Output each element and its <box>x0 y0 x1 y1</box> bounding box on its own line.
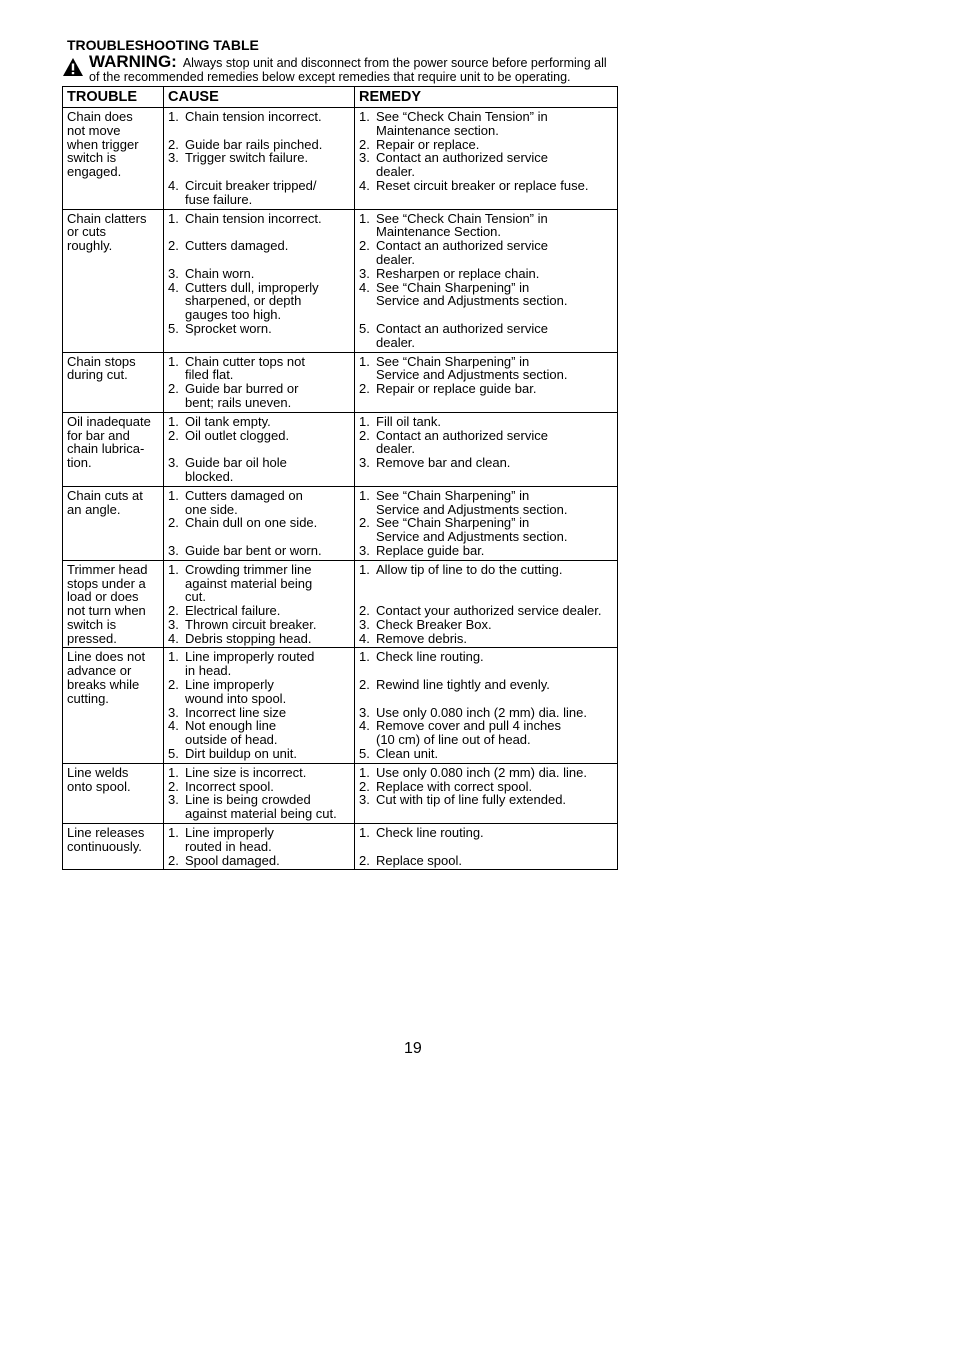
remedy-cell <box>355 763 618 823</box>
item-text: Guide bar burred or bent; rails uneven. <box>185 381 299 410</box>
remedy-item <box>359 212 613 240</box>
cause-item <box>168 138 350 152</box>
remedy-cell <box>355 486 618 560</box>
item-text: See “Chain Sharpening” in Service and Adjustments section. <box>376 353 568 383</box>
remedy-item <box>359 281 613 309</box>
remedy-item <box>359 489 613 517</box>
line-spacer <box>359 692 613 706</box>
remedy-cell <box>355 560 618 648</box>
item-number: 1. <box>359 561 370 577</box>
item-text: Chain tension incorrect. <box>185 210 322 226</box>
remedy-cell <box>355 209 618 352</box>
cause-item <box>168 563 350 604</box>
header-remedy: REMEDY <box>355 87 618 108</box>
cause-item <box>168 826 350 854</box>
item-text: Guide bar oil hole blocked. <box>185 455 287 484</box>
cause-item <box>168 489 350 517</box>
remedy-item <box>359 826 613 840</box>
cause-item <box>168 355 350 383</box>
remedy-item <box>359 382 613 396</box>
item-number: 2. <box>359 778 370 794</box>
remedy-item <box>359 706 613 720</box>
trouble-cell: Oil inadequate for bar and chain lubrica- tion. <box>63 412 164 486</box>
remedy-item <box>359 604 613 618</box>
cause-item <box>168 706 350 720</box>
item-number: 5. <box>359 746 370 762</box>
item-number: 2. <box>168 381 179 397</box>
item-number: 1. <box>359 353 370 369</box>
item-text: Check line routing. <box>376 649 484 665</box>
remedy-item <box>359 766 613 780</box>
item-number: 4. <box>168 718 179 734</box>
item-number: 1. <box>359 825 370 841</box>
troubleshooting-table <box>62 86 618 870</box>
table-row <box>63 108 618 210</box>
cause-item <box>168 151 350 165</box>
warning-icon <box>62 57 84 77</box>
item-number: 2. <box>168 515 179 531</box>
cause-item <box>168 678 350 706</box>
cause-cell <box>164 209 355 352</box>
item-text: Oil tank empty. <box>185 413 271 429</box>
cause-cell <box>164 763 355 823</box>
item-number: 3. <box>168 542 179 558</box>
warning-label: WARNING: <box>89 52 177 71</box>
item-number: 1. <box>168 109 179 124</box>
remedy-item <box>359 516 613 544</box>
cause-item <box>168 212 350 226</box>
remedy-item <box>359 650 613 664</box>
trouble-cell: Line does not advance or breaks while cutting. <box>63 648 164 763</box>
item-text: Line improperly routed in head. <box>185 825 274 854</box>
line-spacer <box>168 253 350 267</box>
item-number: 2. <box>168 852 179 868</box>
item-number: 2. <box>359 677 370 693</box>
remedy-cell <box>355 824 618 870</box>
item-number: 2. <box>168 427 179 443</box>
item-text: Check line routing. <box>376 825 484 841</box>
remedy-item <box>359 780 613 794</box>
item-number: 2. <box>168 136 179 152</box>
table-row <box>63 352 618 412</box>
item-text: Check Breaker Box. <box>376 616 492 632</box>
cause-cell <box>164 412 355 486</box>
header-trouble: TROUBLE <box>63 87 164 108</box>
remedy-item <box>359 179 613 193</box>
remedy-item <box>359 151 613 179</box>
remedy-item <box>359 544 613 558</box>
remedy-item <box>359 355 613 383</box>
item-number: 2. <box>168 778 179 794</box>
remedy-item <box>359 110 613 138</box>
item-text: Not enough line outside of head. <box>185 718 278 748</box>
cause-item <box>168 110 350 124</box>
item-text: Incorrect spool. <box>185 778 274 794</box>
line-spacer <box>168 165 350 179</box>
item-number: 4. <box>168 279 179 295</box>
cause-cell <box>164 486 355 560</box>
item-text: Guide bar rails pinched. <box>185 136 323 152</box>
cause-cell <box>164 108 355 210</box>
trouble-cell: Chain stops during cut. <box>63 352 164 412</box>
remedy-item <box>359 678 613 692</box>
item-text: Contact an authorized service dealer. <box>376 150 548 180</box>
item-text: Replace spool. <box>376 852 462 868</box>
remedy-item <box>359 632 613 646</box>
item-text: Chain cutter tops not filed flat. <box>185 353 305 383</box>
item-text: Chain tension incorrect. <box>185 109 322 124</box>
line-spacer <box>168 530 350 544</box>
cause-item <box>168 780 350 794</box>
item-text: Reset circuit breaker or replace fuse. <box>376 177 589 193</box>
item-text: Contact an authorized service dealer. <box>376 320 548 350</box>
cause-cell <box>164 824 355 870</box>
cause-item <box>168 322 350 336</box>
item-text: Repair or replace guide bar. <box>376 381 537 397</box>
item-number: 1. <box>168 413 179 429</box>
table-row <box>63 824 618 870</box>
item-number: 1. <box>168 764 179 780</box>
cause-item <box>168 415 350 429</box>
item-text: Incorrect line size <box>185 704 287 720</box>
table-header-row <box>63 87 618 108</box>
item-text: See “Check Chain Tension” in Maintenance section. <box>376 109 548 138</box>
cause-item <box>168 618 350 632</box>
item-text: Use only 0.080 inch (2 mm) dia. line. <box>376 764 587 780</box>
remedy-cell <box>355 648 618 763</box>
item-number: 3. <box>359 150 370 166</box>
remedy-item <box>359 322 613 350</box>
item-text: Line improperly routed in head. <box>185 649 315 679</box>
cause-item <box>168 632 350 646</box>
item-text: Rewind line tightly and evenly. <box>376 677 550 693</box>
remedy-cell <box>355 412 618 486</box>
item-number: 4. <box>168 177 179 193</box>
item-text: Remove debris. <box>376 630 468 646</box>
item-text: Spool damaged. <box>185 852 280 868</box>
item-number: 3. <box>359 265 370 281</box>
cause-item <box>168 766 350 780</box>
item-number: 3. <box>359 616 370 632</box>
line-spacer <box>359 308 613 322</box>
item-number: 3. <box>168 792 179 808</box>
cause-item <box>168 382 350 410</box>
remedy-cell <box>355 352 618 412</box>
cause-cell <box>164 560 355 648</box>
item-number: 4. <box>359 630 370 646</box>
line-spacer <box>168 124 350 138</box>
item-text: Use only 0.080 inch (2 mm) dia. line. <box>376 704 587 720</box>
item-number: 3. <box>168 704 179 720</box>
item-number: 2. <box>168 603 179 619</box>
item-text: Chain worn. <box>185 265 255 281</box>
item-text: Replace guide bar. <box>376 542 485 558</box>
trouble-cell: Line welds onto spool. <box>63 763 164 823</box>
cause-item <box>168 516 350 530</box>
item-text: Resharpen or replace chain. <box>376 265 540 281</box>
cause-item <box>168 793 350 821</box>
item-number: 1. <box>168 649 179 665</box>
header-cause: CAUSE <box>164 87 355 108</box>
table-row <box>63 486 618 560</box>
item-text: Replace with correct spool. <box>376 778 533 794</box>
trouble-cell: Chain clatters or cuts roughly. <box>63 209 164 352</box>
warning-text: Always stop unit and disconnect from the power source before performing all of the recommended remedies below except remedies that require unit to be operating. <box>89 56 607 84</box>
item-text: Crowding trimmer line against material being cut. <box>185 561 313 605</box>
section-title: TROUBLESHOOTING TABLE <box>67 37 259 53</box>
cause-item <box>168 650 350 678</box>
item-text: Cutters dull, improperly sharpened, or depth gauges too high. <box>185 279 319 323</box>
item-text: Dirt buildup on unit. <box>185 746 298 762</box>
item-number: 3. <box>359 542 370 558</box>
line-spacer <box>359 840 613 854</box>
trouble-cell: Line releases continuously. <box>63 824 164 870</box>
table-row <box>63 648 618 763</box>
cause-item <box>168 456 350 484</box>
remedy-item <box>359 618 613 632</box>
item-text: Cutters damaged. <box>185 238 289 254</box>
item-text: Chain dull on one side. <box>185 515 318 531</box>
table-row <box>63 560 618 648</box>
item-number: 1. <box>359 109 370 124</box>
trouble-cell: Chain cuts at an angle. <box>63 486 164 560</box>
item-text: Repair or replace. <box>376 136 480 152</box>
line-spacer <box>168 225 350 239</box>
line-spacer <box>168 442 350 456</box>
cause-item <box>168 854 350 868</box>
warning-block <box>62 52 617 84</box>
item-number: 1. <box>168 353 179 369</box>
item-text: Line improperly wound into spool. <box>185 677 287 706</box>
item-number: 3. <box>359 455 370 471</box>
item-text: See “Chain Sharpening” in Service and Adjustments section. <box>376 515 568 545</box>
remedy-item <box>359 267 613 281</box>
item-number: 1. <box>359 210 370 226</box>
item-number: 3. <box>168 265 179 281</box>
remedy-item <box>359 138 613 152</box>
item-text: Circuit breaker tripped/ fuse failure. <box>185 177 317 207</box>
item-number: 1. <box>168 825 179 841</box>
item-text: See “Check Chain Tension” in Maintenance Section. <box>376 210 548 240</box>
item-text: Line is being crowded against material being cut. <box>185 792 337 822</box>
item-number: 3. <box>359 792 370 808</box>
item-text: Thrown circuit breaker. <box>185 616 317 632</box>
remedy-item <box>359 239 613 267</box>
remedy-cell <box>355 108 618 210</box>
item-text: Line size is incorrect. <box>185 764 307 780</box>
item-number: 1. <box>359 487 370 503</box>
table-row <box>63 763 618 823</box>
item-number: 3. <box>168 150 179 166</box>
item-number: 2. <box>359 603 370 619</box>
line-spacer <box>359 664 613 678</box>
item-number: 1. <box>359 649 370 665</box>
item-number: 3. <box>168 455 179 471</box>
item-text: Contact an authorized service dealer. <box>376 427 548 457</box>
item-number: 2. <box>359 427 370 443</box>
item-text: Contact an authorized service dealer. <box>376 238 548 267</box>
cause-cell <box>164 648 355 763</box>
item-number: 2. <box>168 677 179 693</box>
item-number: 2. <box>359 136 370 152</box>
item-text: Remove bar and clean. <box>376 455 511 471</box>
remedy-item <box>359 719 613 747</box>
item-number: 4. <box>359 177 370 193</box>
remedy-item <box>359 793 613 807</box>
cause-cell <box>164 352 355 412</box>
cause-item <box>168 604 350 618</box>
item-number: 3. <box>359 704 370 720</box>
item-text: Debris stopping head. <box>185 630 312 646</box>
item-number: 2. <box>359 515 370 531</box>
item-number: 4. <box>359 718 370 734</box>
trouble-cell: Chain does not move when trigger switch is engaged. <box>63 108 164 210</box>
item-text: Contact your authorized service dealer. <box>376 603 602 619</box>
trouble-cell: Trimmer head stops under a load or does not turn when switch is pressed. <box>63 560 164 648</box>
cause-item <box>168 267 350 281</box>
item-text: Cut with tip of line fully extended. <box>376 792 567 808</box>
item-text: Allow tip of line to do the cutting. <box>376 561 563 577</box>
cause-item <box>168 281 350 322</box>
line-spacer <box>359 590 613 604</box>
item-number: 5. <box>359 320 370 336</box>
item-text: Electrical failure. <box>185 603 281 619</box>
item-text: See “Chain Sharpening” in Service and Adjustments section. <box>376 279 568 309</box>
cause-item <box>168 544 350 558</box>
item-number: 4. <box>359 279 370 295</box>
item-number: 1. <box>359 413 370 429</box>
item-number: 2. <box>359 381 370 397</box>
item-text: Sprocket worn. <box>185 320 272 336</box>
item-number: 5. <box>168 320 179 336</box>
table-row <box>63 412 618 486</box>
remedy-item <box>359 563 613 577</box>
item-number: 1. <box>168 487 179 503</box>
item-number: 3. <box>168 616 179 632</box>
item-number: 1. <box>168 561 179 577</box>
manual-page <box>62 36 617 1057</box>
page-number: 19 <box>404 1040 422 1057</box>
remedy-item <box>359 747 613 761</box>
remedy-item <box>359 415 613 429</box>
item-text: Fill oil tank. <box>376 413 442 429</box>
item-text: Guide bar bent or worn. <box>185 542 322 558</box>
item-number: 1. <box>168 210 179 226</box>
cause-item <box>168 179 350 207</box>
cause-item <box>168 747 350 761</box>
item-text: Trigger switch failure. <box>185 150 309 166</box>
item-text: Clean unit. <box>376 746 439 762</box>
remedy-item <box>359 429 613 457</box>
item-text: See “Chain Sharpening” in Service and Adjustments section. <box>376 487 568 517</box>
table-row <box>63 209 618 352</box>
item-text: Remove cover and pull 4 inches (10 cm) of line out of head. <box>376 718 561 748</box>
table-body <box>63 108 618 870</box>
item-number: 2. <box>359 852 370 868</box>
cause-item <box>168 719 350 747</box>
cause-item <box>168 429 350 443</box>
item-number: 1. <box>359 764 370 780</box>
remedy-item <box>359 854 613 868</box>
item-number: 4. <box>168 630 179 646</box>
line-spacer <box>359 577 613 591</box>
remedy-item <box>359 456 613 470</box>
item-number: 2. <box>168 238 179 254</box>
cause-item <box>168 239 350 253</box>
item-number: 2. <box>359 238 370 254</box>
item-number: 5. <box>168 746 179 762</box>
item-text: Oil outlet clogged. <box>185 427 290 443</box>
item-text: Cutters damaged on one side. <box>185 487 303 517</box>
